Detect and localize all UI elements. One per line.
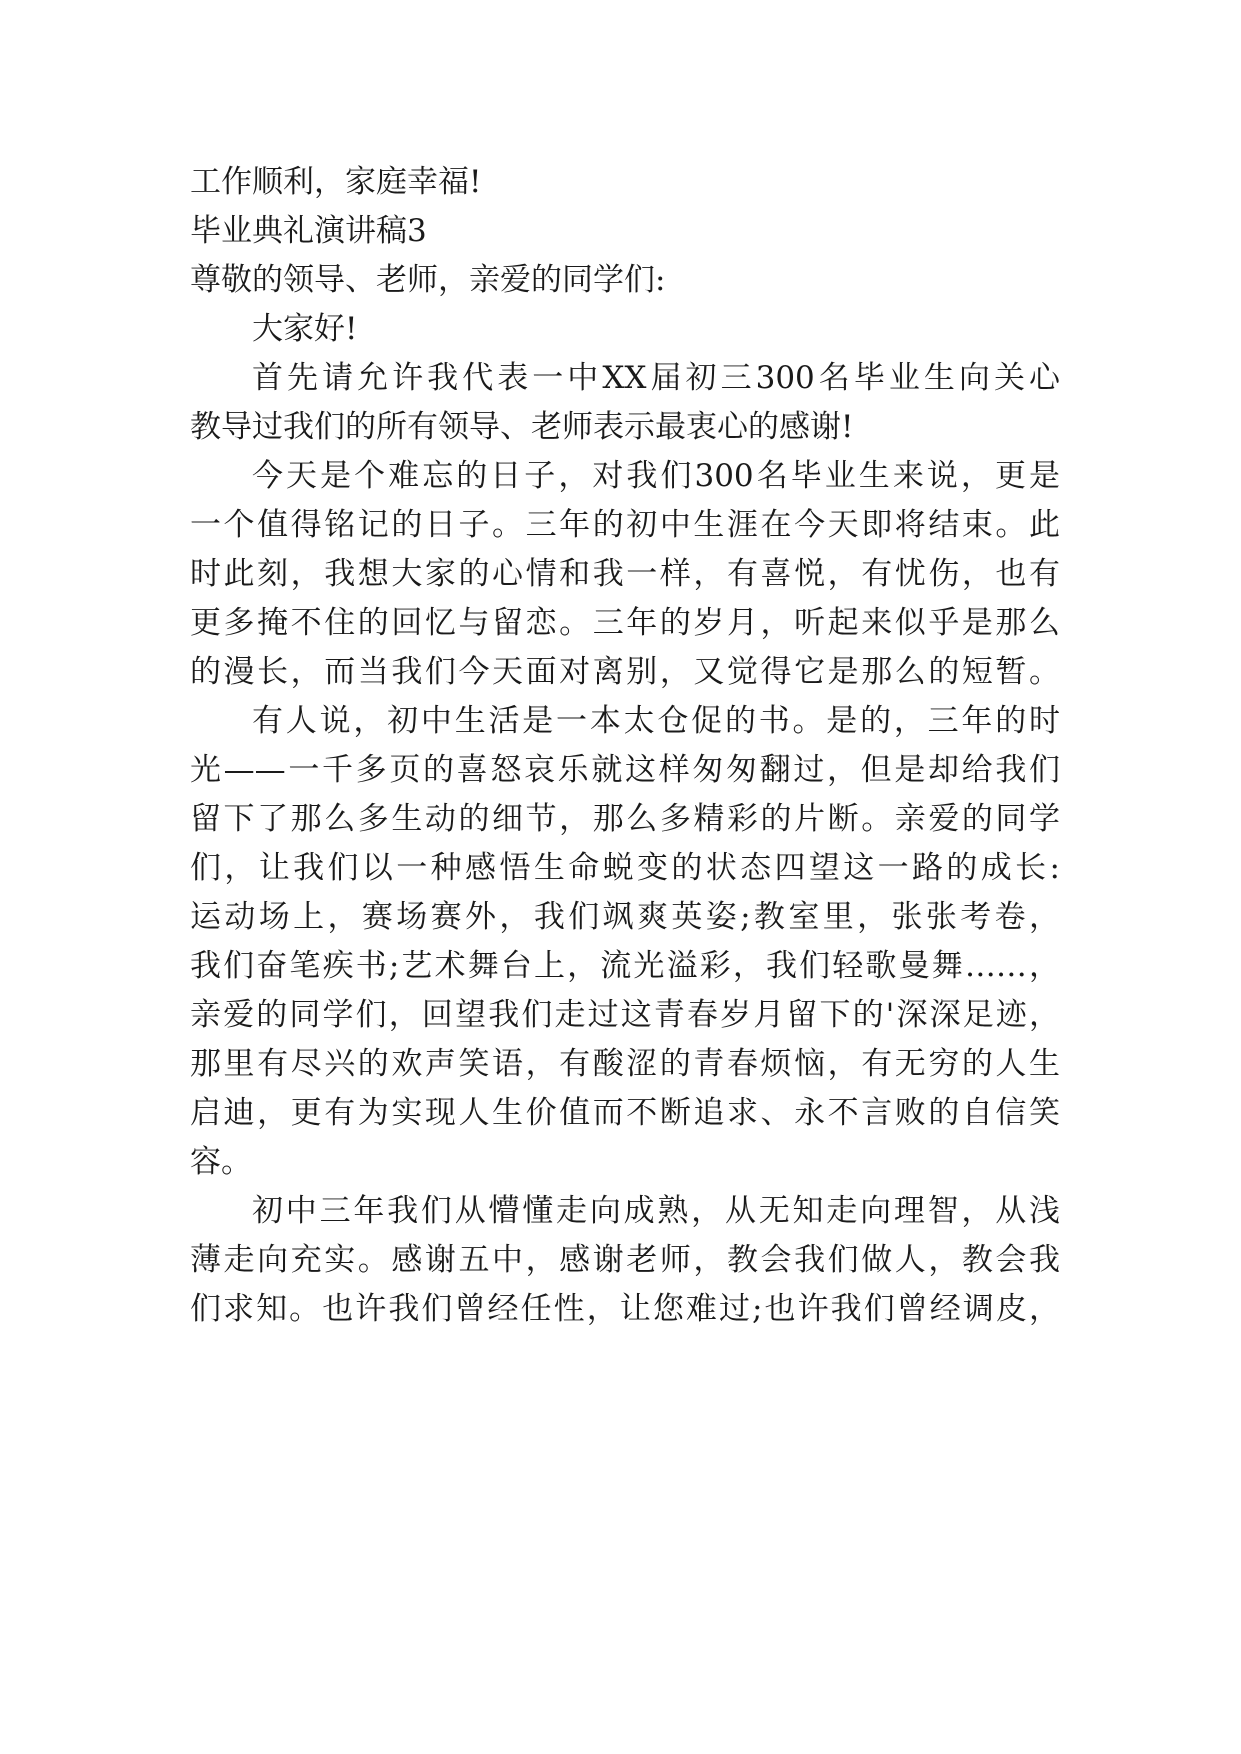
text-line: 工作顺利，家庭幸福! <box>190 164 482 200</box>
text-line: 亲爱的同学们，回望我们走过这青春岁月留下的'深深足迹， <box>190 997 1060 1033</box>
text-line: 更多掩不住的回忆与留恋。三年的岁月，听起来似乎是那么 <box>190 605 1060 641</box>
text-line: 有人说，初中生活是一本太仓促的书。是的，三年的时 <box>252 703 1060 739</box>
text-line: 们求知。也许我们曾经任性，让您难过;也许我们曾经调皮， <box>190 1291 1060 1327</box>
text-line: 今天是个难忘的日子，对我们300名毕业生来说，更是 <box>252 458 1060 494</box>
text-line: 时此刻，我想大家的心情和我一样，有喜悦，有忧伤，也有 <box>190 556 1060 592</box>
text-line: 容。 <box>190 1144 252 1180</box>
speech-title: 毕业典礼演讲稿3 <box>190 213 427 249</box>
text-line: 我们奋笔疾书;艺术舞台上，流光溢彩，我们轻歌曼舞……， <box>190 948 1060 984</box>
greeting: 大家好! <box>252 311 358 347</box>
text-line: 的漫长，而当我们今天面对离别，又觉得它是那么的短暂。 <box>190 654 1060 690</box>
text-line: 们，让我们以一种感悟生命蜕变的状态四望这一路的成长: <box>190 850 1060 886</box>
text-line: 那里有尽兴的欢声笑语，有酸涩的青春烦恼，有无穷的人生 <box>190 1046 1060 1082</box>
text-line: 留下了那么多生动的细节，那么多精彩的片断。亲爱的同学 <box>190 801 1060 837</box>
text-line: 启迪，更有为实现人生价值而不断追求、永不言败的自信笑 <box>190 1095 1060 1131</box>
salutation: 尊敬的领导、老师，亲爱的同学们: <box>190 262 666 298</box>
text-line: 初中三年我们从懵懂走向成熟，从无知走向理智，从浅 <box>252 1193 1060 1229</box>
text-line: 薄走向充实。感谢五中，感谢老师，教会我们做人，教会我 <box>190 1242 1060 1278</box>
text-line: 运动场上，赛场赛外，我们飒爽英姿;教室里，张张考卷， <box>190 899 1060 935</box>
text-line: 教导过我们的所有领导、老师表示最衷心的感谢! <box>190 409 854 445</box>
text-line: 一个值得铭记的日子。三年的初中生涯在今天即将结束。此 <box>190 507 1060 543</box>
text-line: 首先请允许我代表一中XX届初三300名毕业生向关心 <box>252 360 1060 396</box>
text-line: 光——一千多页的喜怒哀乐就这样匆匆翻过，但是却给我们 <box>190 752 1060 788</box>
document-body <box>190 158 1060 1334</box>
